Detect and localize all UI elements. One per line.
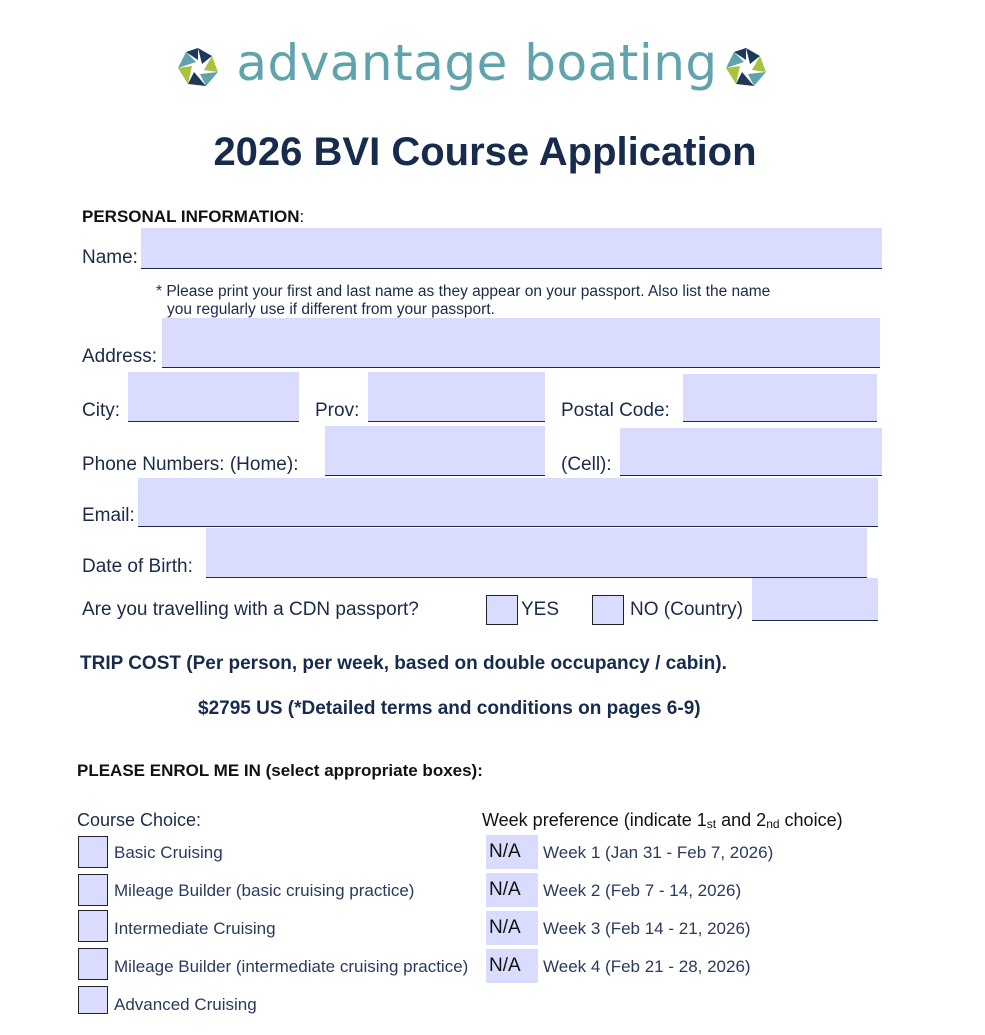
postal-code-field[interactable] <box>683 374 877 422</box>
page-title: 2026 BVI Course Application <box>213 130 757 174</box>
course-checkbox-mileage-basic[interactable] <box>78 874 108 906</box>
prov-field[interactable] <box>368 372 545 422</box>
aperture-logo-icon-right <box>724 46 768 90</box>
course-label-mileage-basic: Mileage Builder (basic cruising practice) <box>114 881 415 900</box>
name-label: Name: <box>82 247 138 268</box>
personal-info-heading: PERSONAL INFORMATION: <box>82 207 305 226</box>
cell-label: (Cell): <box>561 454 612 475</box>
week-preference-label: Week preference (indicate 1st and 2nd choice) <box>482 810 843 831</box>
email-field[interactable] <box>138 478 878 527</box>
brand-logo <box>176 30 776 100</box>
dob-field[interactable] <box>206 528 867 578</box>
home-phone-field[interactable] <box>325 426 545 476</box>
name-note-line1: * Please print your first and last name as they appear on your passport. Also list the name <box>156 283 771 300</box>
course-choice-label: Course Choice: <box>77 810 202 830</box>
week-1-label: Week 1 (Jan 31 - Feb 7, 2026) <box>543 843 774 862</box>
course-checkbox-advanced[interactable] <box>78 986 108 1014</box>
name-note-line2: you regularly use if different from your passport. <box>167 301 495 318</box>
week-3-label: Week 3 (Feb 14 - 21, 2026) <box>543 919 751 938</box>
week-2-label: Week 2 (Feb 7 - 14, 2026) <box>543 881 742 900</box>
prov-label: Prov: <box>315 400 360 421</box>
course-label-intermediate: Intermediate Cruising <box>114 919 276 938</box>
course-label-advanced: Advanced Cruising <box>114 995 257 1014</box>
passport-no-label: NO (Country) <box>630 599 743 620</box>
trip-cost-heading: TRIP COST (Per person, per week, based on double occupancy / cabin). <box>80 653 727 674</box>
week-1-select[interactable]: N/A <box>486 835 538 869</box>
trip-cost-price: $2795 US (*Detailed terms and conditions on pages 6-9) <box>198 698 701 719</box>
passport-country-field[interactable] <box>752 578 878 621</box>
course-checkbox-mileage-intermediate[interactable] <box>78 948 108 980</box>
name-field[interactable] <box>141 228 882 269</box>
week-2-select[interactable]: N/A <box>486 873 538 907</box>
course-label-basic-cruising: Basic Cruising <box>114 843 223 862</box>
email-label: Email: <box>82 505 135 526</box>
course-checkbox-basic-cruising[interactable] <box>78 836 108 868</box>
passport-yes-checkbox[interactable] <box>486 595 518 625</box>
enrol-heading: PLEASE ENROL ME IN (select appropriate boxes): <box>77 761 483 780</box>
passport-no-checkbox[interactable] <box>592 595 624 625</box>
brand-wordmark: advantage boating <box>236 34 718 92</box>
dob-label: Date of Birth: <box>82 556 193 577</box>
week-4-select[interactable]: N/A <box>486 949 538 983</box>
course-checkbox-intermediate[interactable] <box>78 910 108 942</box>
cell-phone-field[interactable] <box>620 428 882 476</box>
course-label-mileage-intermediate: Mileage Builder (intermediate cruising practice) <box>114 957 469 976</box>
aperture-logo-icon-left <box>176 46 220 90</box>
address-field[interactable] <box>162 318 880 368</box>
city-field[interactable] <box>128 372 299 422</box>
passport-yes-label: YES <box>521 599 560 620</box>
week-4-label: Week 4 (Feb 21 - 28, 2026) <box>543 957 751 976</box>
phone-label: Phone Numbers: (Home): <box>82 454 299 475</box>
postal-code-label: Postal Code: <box>561 400 670 421</box>
passport-question: Are you travelling with a CDN passport? <box>82 599 419 620</box>
week-3-select[interactable]: N/A <box>486 911 538 945</box>
address-label: Address: <box>82 346 157 367</box>
city-label: City: <box>82 400 120 421</box>
